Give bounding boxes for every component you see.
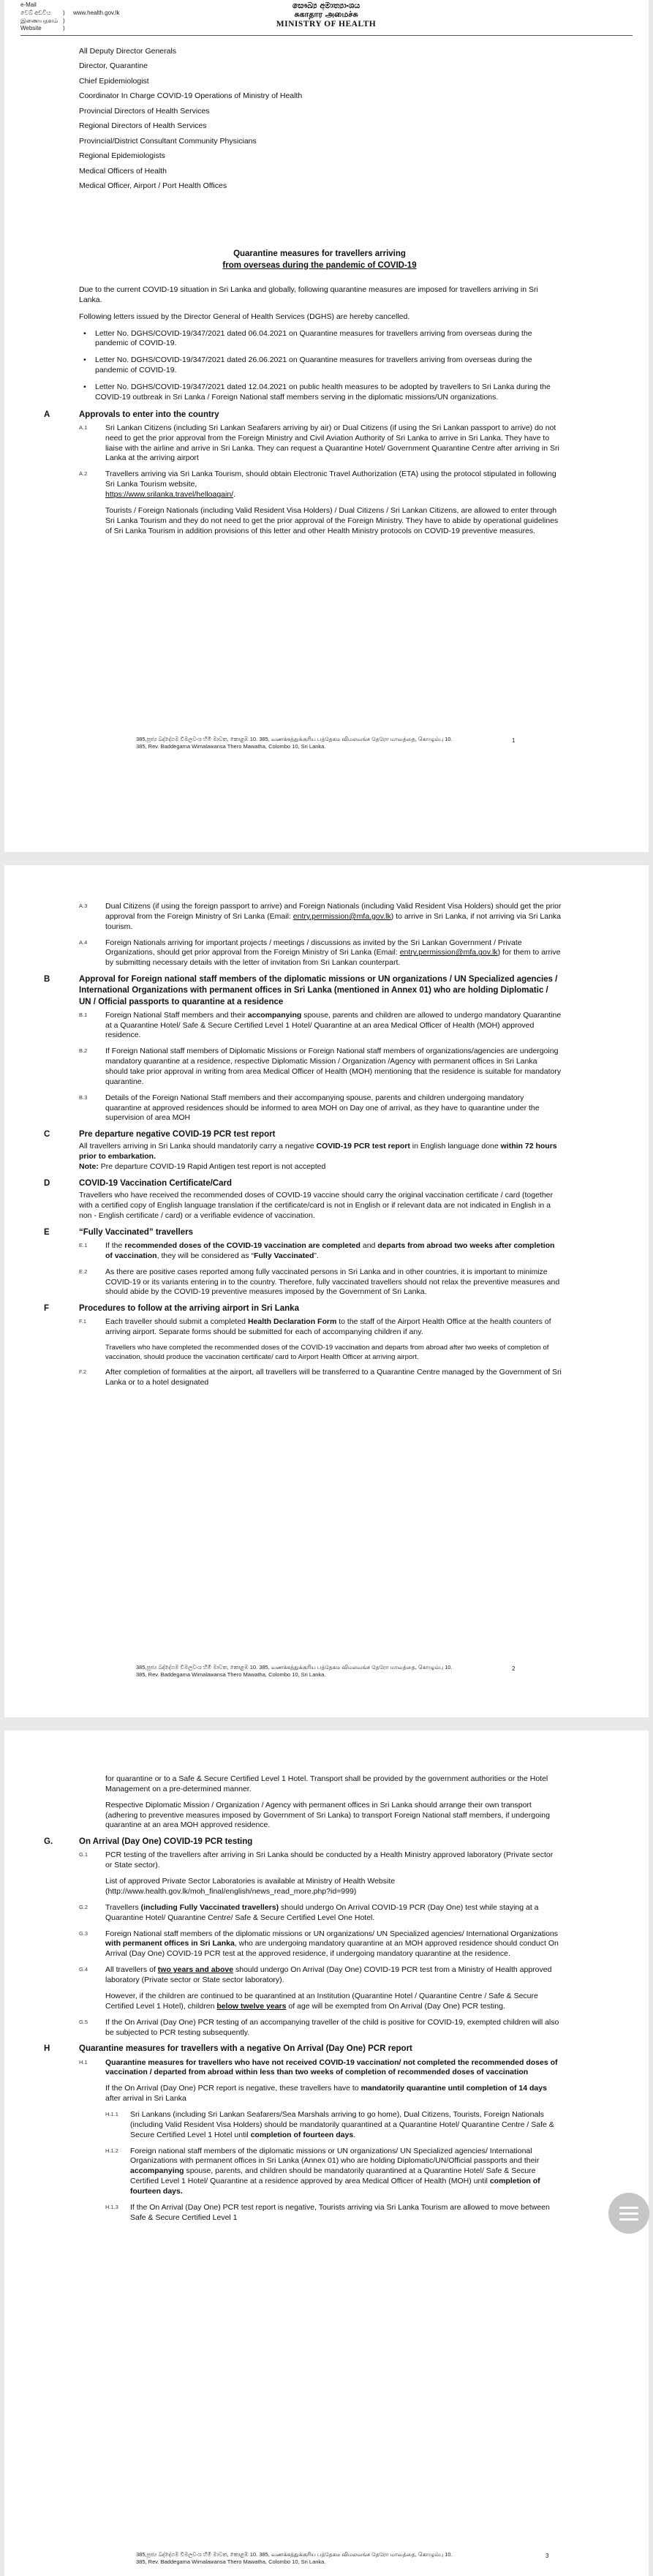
section-heading: On Arrival (Day One) COVID-19 PCR testing [79,1837,253,1847]
addressee: Medical Officers of Health [79,166,167,176]
section-heading: Pre departure negative COVID-19 PCR test report [79,1130,276,1140]
clause-f2-note: Respective Diplomatic Mission / Organization / Agency with permanent offices in Sri Lanka should arrange their own transport (adhering to preventive measures imposed by Government of Sri Lanka) to transport Foreign National staff members, if undergoing quarantine at an area MOH approved residence. [105,1800,550,1830]
menu-bar-icon [619,2218,638,2221]
section-g [44,1837,562,2038]
page-number: 1 [512,737,516,744]
clause-g4: G.4 All travellers of two years and above should undergo On Arrival (Day One) COVID-19 PCR test from a Ministry of Health approved laboratory (Private sector or State sector laboratory). [79,1965,552,1985]
addressee: Chief Epidemiologist [79,76,149,86]
addressee: Regional Epidemiologists [79,151,165,161]
document-page-3 [4,1730,649,2576]
addressee: Provincial Directors of Health Services [79,106,210,116]
section-h [44,2044,562,2223]
clause-b2: B.2 If Foreign National staff members of Diplomatic Missions or Foreign National staff members of organizations/agencies are undergoing mandatory quarantine at a residence, respective Diplomatic Mission / Organization /Agency with permanent offices in Sri Lanka should take prior approval in writing from area Medical Officer of Health (MOH) mentioning that the residence is suitable for mandatory quarantine. [79,1047,562,1086]
ministry-letterhead [216,1,436,30]
section-letter: H [44,2044,50,2054]
clause-e2: E.2 As there are positive cases reported among fully vaccinated persons in Sri Lanka and in other countries, it is important to minimize COVID-19 or its variants entering in to the country. Therefore, fully vaccinated travellers should not relax the preventive measures and should abide by the COVID-19 preventive measures imposed by the Government of Sri Lanka. [79,1267,560,1297]
section-heading: Approvals to enter into the country [79,410,219,419]
clause-f1: F.1 Each traveller should submit a completed Health Declaration Form to the staff of the Airport Health Office at the health counters of arriving airport. Separate forms should be submitted for each of accompanying children if any. [79,1317,551,1337]
section-f [44,1303,562,1388]
clause-h1-1: H.1.1 Sri Lankans (including Sri Lankan Seafarers/Sea Marshals arriving to go home), Dual Citizens, Tourists, Foreign Nationals (including Valid Resident Visa Holders) should be mandatorily quarantined at a Quarantine Hotel/ Quarantine Centre / Safe & Secure Certified Level 1 Hotel until completion of fourteen days. [105,2109,554,2139]
page3-footer: 385,පූජ්‍ය බද්දේගම විමලවංශ හිමි මාවත, කොළඹ 10. 385, வணக்கத்துக்குரிய பத்தேகம விமலவங்ச தேரோ மாவத்தை, கொழும்பு 10. 385, Rev. Baddegama Wimalawansa Thero Mawatha, Colombo 10, Sri Lanka. [136,2551,453,2566]
website-url[interactable]: www.health.gov.lk [73,9,120,16]
website-label: Website [20,25,42,32]
section-heading: COVID-19 Vaccination Certificate/Card [79,1179,232,1189]
section-letter: D [44,1179,50,1189]
page-number: 2 [512,1665,516,1672]
web-ta-label: இணையதளம் [20,17,58,24]
addressee: Coordinator In Charge COVID-19 Operations of Ministry of Health [79,91,303,101]
section-heading: Approval for Foreign national staff members of the diplomatic missions or UN organizations / UN Specialized agencies / International Organizations with permanent offices in Sri Lanka (mentioned in Annex 01) who are holding Diplomatic / UN / Official passports to quarantine at a residence [79,975,558,1006]
clause-g2: G.2 Travellers (including Fully Vaccinated travellers) should undergo On Arrival COVID-19 PCR (Day One) test while staying at a Quarantine Hotel/ Quarantine Centre/ Safe & Secure Certified Level One Hotel. [79,1902,539,1922]
email-label: e-Mail [20,1,37,8]
section-heading: Quarantine measures for travellers with a negative On Arrival (Day One) PCR report [79,2044,412,2054]
clause-a2: A.2 Travellers arriving via Sri Lanka Tourism, should obtain Electronic Travel Authorization (ETA) using the protocol stipulated in following Sri Lanka Tourism website, https://www.srilanka.travel/helloagain/. [79,470,556,500]
web-si-label: වෙබ් අඩවිය [20,9,51,16]
page3-body [44,1774,562,2229]
addressee: Medical Officer, Airport / Port Health Offices [79,181,227,191]
section-letter: B [44,975,50,984]
clause-f2-continued: for quarantine or to a Safe & Secure Certified Level 1 Hotel. Transport shall be provided by the government authorities or the Hotel Management on a pre-determined manner. [105,1774,548,1793]
section-letter: A [44,410,50,419]
cancelled-letter: • Letter No. DGHS/COVID-19/347/2021 dated 26.06.2021 on Quarantine measures for travellers arriving from overseas during the pandemic of COVID-19. [79,355,562,376]
section-heading: Procedures to follow at the arriving airport in Sri Lanka [79,1304,299,1314]
section-e [44,1227,562,1298]
cancelled-letter: • Letter No. DGHS/COVID-19/347/2021 dated 06.04.2021 on Quarantine measures for travellers arriving from overseas during the pandemic of COVID-19. [79,329,562,350]
page2-body [44,899,562,1394]
clause-g4-note: However, if the children are continued to be quarantined at an Institution (Quarantine Hotel / Quarantine Centre / Safe & Secure Certified Level 1 Hotel), children below twelve years of age will be exempted from On Arrival (Day One) PCR testing. [105,1991,538,2011]
addressee: Provincial/District Consultant Community Physicians [79,136,257,146]
clause-b1: B.1 Foreign National Staff members and their accompanying spouse, parents and children are allowed to undergo mandatory Quarantine at a Quarantine Hotel/ Safe & Secure Certified Level 1 Hotel/ Quarantine at an area Medical Officer of Health (MOH) approved residence. [79,1010,562,1040]
clause-g5: G.5 If the On Arrival (Day One) PCR testing of an accompanying traveller of the child is positive for COVID-19, exempted children will also be subjected to PCR testing subsequently. [79,2017,559,2037]
clause-h1-text: If the On Arrival (Day One) PCR report is negative, these travellers have to mandatorily quarantine until completion of 14 days after arrival in Sri Lanka [105,2084,547,2104]
clause-a2-note: Tourists / Foreign Nationals (including Valid Resident Visa Holders) / Dual Citizens / Sri Lankan Citizens, are allowed to enter through Sri Lanka Tourism and they do not need to get the prior approval of the Foreign Ministry. They have to abide by operational guidelines of Sri Lanka Tourism in addition provisions of this letter and other Health Ministry protocols on COVID-19 preventive measures. [105,505,559,535]
section-letter: F [44,1304,50,1314]
section-heading: “Fully Vaccinated” travellers [79,1227,193,1237]
clause-f2: F.2 After completion of formalities at the airport, all travellers will be transferred to a Quarantine Centre managed by the Government of Sri Lanka or to a hotel designated [79,1368,562,1387]
menu-bar-icon [619,2207,638,2209]
header-divider [20,35,633,36]
ministry-name-sinhala: සෞඛ්‍ය අමාත්‍යාංශය [292,1,361,10]
document-title: Quarantine measures for travellers arriving from overseas during the pandemic of COVID-19 [222,249,417,270]
menu-bar-icon [619,2212,638,2215]
section-letter: E [44,1227,50,1237]
ministry-name-tamil: சுகாதார அமைச்சு [294,10,358,20]
document-page-1 [4,0,649,852]
page2-footer: 385,පූජ්‍ය බද්දේගම විමලවංශ හිමි මාවත, කොළඹ 10. 385, வணக்கத்துக்குரிய பத்தேகம விமலவங்ச தேரோ மாவத்தை, கொழும்பு 10. 385, Rev. Baddegama Wimalawansa Thero Mawatha, Colombo 10, Sri Lanka. [136,1664,453,1679]
addressee-list [79,44,302,194]
email-link[interactable]: entry.permission@mfa.gov.lk [292,911,391,921]
clause-h1-3: H.1.3 If the On Arrival (Day One) PCR test report is negative, Tourists arriving via Sri Lanka Tourism are allowed to move between Safe & Secure Certified Level 1 [105,2202,550,2222]
section-a [44,410,562,537]
section-c-text: All travellers arriving in Sri Lanka should mandatorily carry a negative COVID-19 PCR test report in English language done within 72 hours prior to embarkation. Note: Pre departure COVID-19 Rapid Antigen test report is not accepted [79,1142,557,1172]
clause-g1: G.1 PCR testing of the travellers after arriving in Sri Lanka should be conducted by a Health Ministry approved laboratory (Private sector or State sector). [79,1850,554,1870]
section-c [44,1129,562,1172]
page-number: 3 [546,2553,549,2559]
header-contacts: e-Mail වෙබ් අඩවිය ) www.health.gov.lk இணையதளம் ) Website ) [20,1,120,32]
clause-e1: E.1 If the recommended doses of the COVID-19 vaccination are completed and departs from abroad two weeks after completion of vaccination, they will be considered as “Fully Vaccinated”. [79,1240,555,1260]
section-d [44,1178,562,1221]
clause-f1-note: Travellers who have completed the recommended doses of the COVID-19 vaccination and departs from abroad after two weeks of completion of vaccination, should produce the vaccination certificate/ card to Airport Health Officer at arriving airport. [105,1344,549,1361]
page1-footer: 385,පූජ්‍ය බද්දේගම විමලවංශ හිමි මාවත, කොළඹ 10. 385, வணக்கத்துக்குரிய பத்தேகம விமலவங்ச தேரோ மாவத்தை, கொழும்பு 10. 385, Rev. Baddegama Wimalawansa Thero Mawatha, Colombo 10, Sri Lanka. [136,736,453,750]
section-letter: G. [44,1837,53,1847]
page1-body [44,285,562,543]
document-page-2 [4,865,649,1717]
clause-h1: H.1 Quarantine measures for travellers who have not received COVID-19 vaccination/ not completed the recommended doses of vaccination / departed from abroad within less than two weeks of completion of recommended doses of vaccination [79,2057,558,2077]
clause-h1-2: H.1.2 Foreign national staff members of the diplomatic missions or UN organizations/ UN Specialized agencies/ International Organizations with permanent offices in Sri Lanka (Annex 01) who are holding Diplomatic/UN/Official passports and their accompanying spouse, parents, and children should be mandatorily quarantined at a Quarantine Hotel/ Safe & Secure Certified Level 1 Hotel/ Quarantine at a residence approved by area Medical Officer of Health (MOH) until completion of fourteen days. [105,2146,540,2196]
clause-g1-note: List of approved Private Sector Laboratories is available at Ministry of Health Website (http://www.health.gov.lk/moh_final/english/news_read_more.php?id=999) [105,1877,396,1897]
section-letter: C [44,1130,50,1140]
tourism-link[interactable]: https://www.srilanka.travel/helloagain/ [105,490,234,500]
addressee: Director, Quarantine [79,61,148,71]
addressee: All Deputy Director Generals [79,47,177,56]
section-d-text: Travellers who have received the recommended doses of COVID-19 vaccine should carry the original vaccination certificate / card (together with a certified copy of English language translation if the certificate/card is not in English or if relevant data are not indicated in English in a non - English certificate / card) or a verifiable evidence of vaccination. [79,1191,554,1220]
cancelled-letter: • Letter No. DGHS/COVID-19/347/2021 dated 12.04.2021 on public health measures to be adopted by travellers to Sri Lanka during the COVID-19 outbreak in Sri Lanka / Foreign National staff members serving in the diplomatic missions/UN organizations. [79,383,562,403]
clause-a1: A.1 Sri Lankan Citizens (including Sri Lankan Seafarers arriving by air) or Dual Citizens (if using the Sri Lankan passport to arrive) do not need to get the prior approval from the Foreign Ministry and Civil Aviation Authority of Sri Lanka to arrive in Sri Lanka. They have to liaise with the airline and arrive in Sri Lanka. They can request a Quarantine Hotel/ Government Quarantine Centre after arriving in Sri Lanka at the arriving airport [79,423,559,463]
floating-menu-button[interactable] [608,2193,649,2234]
clause-a3: A.3 Dual Citizens (if using the foreign passport to arrive) and Foreign Nationals (including Valid Resident Visa Holders) should get the prior approval from the Foreign Ministry of Sri Lanka (Email: entry.permission@mfa.gov.lk) to arrive in Sri Lanka, if not arriving via Sri Lanka tourism. [79,902,562,931]
cancel-intro: Following letters issued by the Director General of Health Services (DGHS) are hereby cancelled. [79,312,410,321]
clause-a4: A.4 Foreign Nationals arriving for important projects / meetings / discussions as invited by the Sri Lankan Government / Private Organizations, should get prior approval from the Foreign Ministry of Sri Lanka (Email: entry.permission@mfa.gov.lk) for them to arrive by submitting necessary details with the letter of invitation from Sri Lankan counterpart. [79,938,561,968]
clause-g3: G.3 Foreign National staff members of the diplomatic missions or UN organizations/ UN Specialized agencies/ International Organizations with permanent offices in Sri Lanka, who are undergoing mandatory quarantine at an MOH approved residence should conduct On Arrival (Day One) COVID-19 PCR test at the approved residence, if undergoing mandatory quarantine at the residence. [79,1929,559,1959]
ministry-name-english: MINISTRY OF HEALTH [276,20,377,29]
intro-paragraph: Due to the current COVID-19 situation in Sri Lanka and globally, following quarantine measures are imposed for travellers arriving in Sri Lanka. [79,285,538,304]
clause-b3: B.3 Details of the Foreign National Staff members and their accompanying spouse, parents and children undergoing mandatory quarantine at approved residences should be informed to area MOH on Day one of arrival, as they have to quarantine under the supervision of area MOH [79,1093,540,1123]
section-b [44,974,562,1123]
addressee: Regional Directors of Health Services [79,121,207,131]
email-link[interactable]: entry.permission@mfa.gov.lk [399,948,498,957]
